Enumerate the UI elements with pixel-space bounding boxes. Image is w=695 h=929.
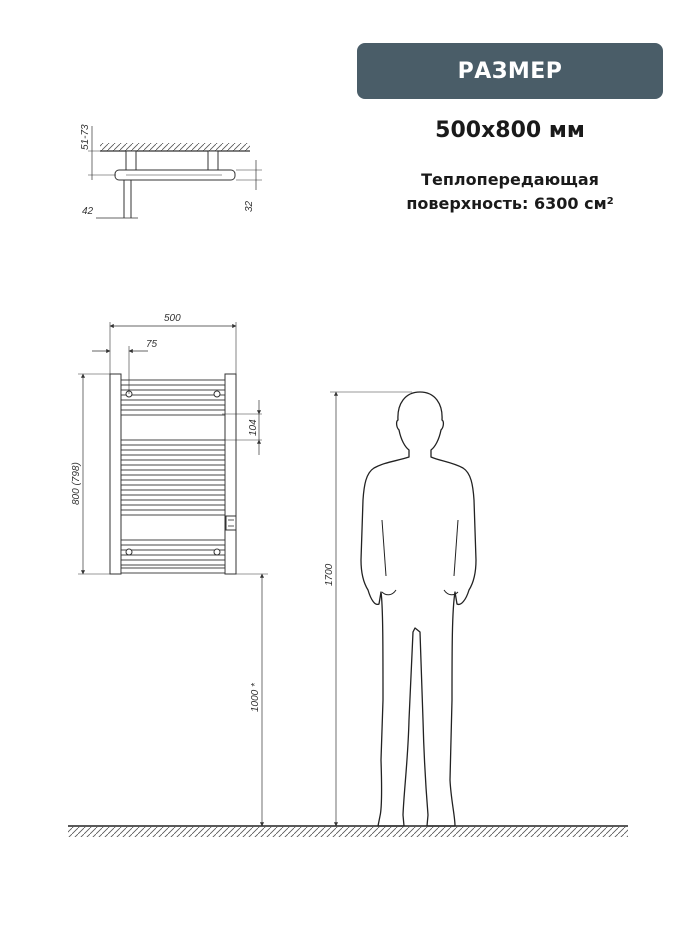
rail-left-post <box>110 374 121 574</box>
rail-right-post <box>225 374 236 574</box>
rail-rung <box>121 560 225 565</box>
bracket-left <box>126 151 136 170</box>
mount-point-top-right <box>214 391 220 397</box>
rail-rung <box>121 450 225 455</box>
dim-height-label: 800 (798) <box>71 462 82 505</box>
person-silhouette <box>324 392 476 826</box>
dim-person-label: 1700 <box>324 563 335 586</box>
product-size: 500x800 мм <box>435 118 585 143</box>
rail-rung <box>121 490 225 495</box>
rail-rung <box>121 500 225 505</box>
front-view <box>71 313 268 826</box>
rail-rung <box>121 540 225 545</box>
heat-surface-label: Теплопередающая <box>421 170 599 189</box>
rail-rung <box>121 568 225 573</box>
dim-depth-label: 51-73 <box>80 124 91 150</box>
wall-hatch-top <box>100 143 250 151</box>
dim-pipe-offset-label: 75 <box>146 339 158 350</box>
rail-rung <box>121 390 225 395</box>
rail-rung <box>121 460 225 465</box>
size-header-title: РАЗМЕР <box>457 58 563 84</box>
rail-rung <box>121 550 225 555</box>
rail-rung <box>121 400 225 405</box>
top-view <box>80 124 262 218</box>
person-outline <box>361 392 476 826</box>
rail-rungs <box>121 380 225 573</box>
dim-width-label: 500 <box>164 313 181 324</box>
valve-plug <box>226 516 236 530</box>
heat-surface-unit-sup: 2 <box>606 196 614 207</box>
heat-surface-value-text: поверхность: 6300 см <box>406 194 607 213</box>
rail-rung <box>121 510 225 515</box>
floor <box>68 826 628 837</box>
rail-rung <box>121 480 225 485</box>
rail-rung <box>121 440 225 445</box>
rail-rung <box>121 380 225 385</box>
mount-point-bottom-right <box>214 549 220 555</box>
rail-rung <box>121 470 225 475</box>
dim-pipe-label: 32 <box>244 200 255 212</box>
floor-hatch <box>68 827 628 837</box>
bracket-right <box>208 151 218 170</box>
dim-floor-label: 1000 * <box>250 683 261 712</box>
dim-pitch-label: 104 <box>248 419 259 436</box>
mount-point-bottom-left <box>126 549 132 555</box>
dim-offset-label: 42 <box>82 206 94 217</box>
rail-rung <box>121 410 225 415</box>
